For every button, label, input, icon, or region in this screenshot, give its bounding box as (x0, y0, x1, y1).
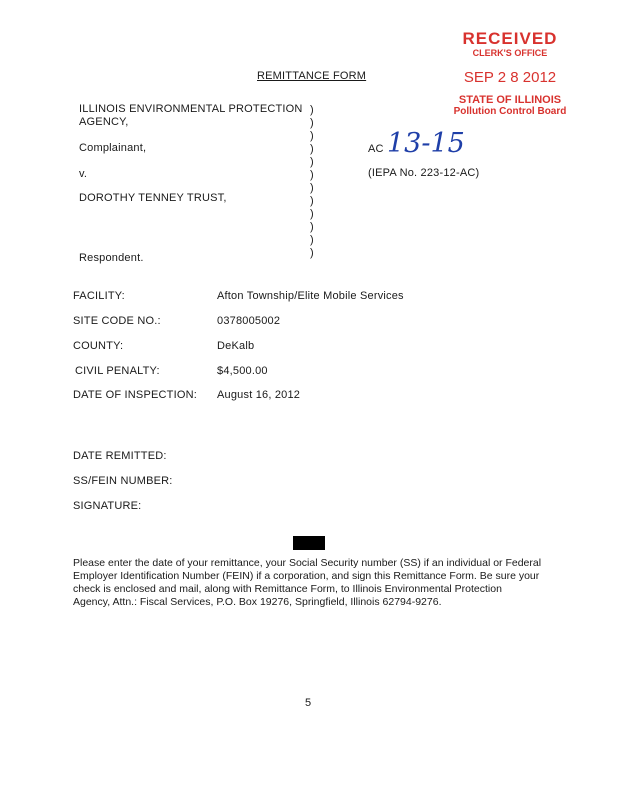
paren: ) (310, 130, 314, 142)
paren: ) (310, 156, 314, 168)
respondent-label: Respondent. (79, 252, 144, 264)
facility-label: FACILITY: (73, 290, 125, 302)
inspection-date-value: August 16, 2012 (217, 389, 301, 401)
stamp-date: SEP 2 8 2012 (463, 69, 557, 86)
complainant-label: Complainant, (79, 142, 147, 154)
paren: ) (310, 234, 314, 246)
paren: ) (310, 195, 314, 207)
paren: ) (310, 117, 314, 129)
instructions-line: Please enter the date of your remittance, your Social Security number (SS) if an individual or Federal (73, 557, 542, 569)
iepa-number: (IEPA No. 223-12-AC) (368, 167, 480, 179)
complainant-name-line2: AGENCY, (79, 116, 129, 128)
instructions-paragraph (73, 557, 561, 609)
county-value: DeKalb (217, 340, 255, 352)
instructions-line: Agency, Attn.: Fiscal Services, P.O. Box 19276, Springfield, Illinois 62794-9276. (73, 596, 442, 608)
county-label: COUNTY: (73, 340, 124, 352)
paren: ) (310, 247, 314, 259)
ac-prefix: AC (368, 143, 384, 155)
ssfein-field: SS/FEIN NUMBER: (73, 475, 173, 487)
date-remitted-field: DATE REMITTED: (73, 450, 167, 462)
received-stamp (440, 30, 580, 117)
form-title: REMITTANCE FORM (257, 70, 367, 82)
versus: v. (79, 168, 88, 180)
instructions-line: Employer Identification Number (FEIN) if a corporation, and sign this Remittance Form. Be sure your (73, 570, 540, 582)
paren: ) (310, 143, 314, 155)
page-number: 5 (305, 697, 312, 709)
paren: ) (310, 104, 314, 116)
stamp-received: RECEIVED (462, 29, 558, 48)
stamp-office: CLERK'S OFFICE (472, 48, 548, 58)
complainant-name-line1: ILLINOIS ENVIRONMENTAL PROTECTION (79, 103, 303, 115)
paren: ) (310, 169, 314, 181)
paren: ) (310, 182, 314, 194)
stamp-board: Pollution Control Board (453, 106, 567, 117)
redaction-box (293, 536, 325, 550)
civil-penalty-value: $4,500.00 (217, 365, 268, 377)
stamp-state: STATE OF ILLINOIS (458, 94, 562, 106)
paren: ) (310, 208, 314, 220)
signature-field: SIGNATURE: (73, 500, 142, 512)
site-code-value: 0378005002 (217, 315, 281, 327)
instructions-line: check is enclosed and mail, along with Remittance Form, to Illinois Environmental Protection (73, 583, 502, 595)
inspection-date-label: DATE OF INSPECTION: (73, 389, 197, 401)
paren: ) (310, 221, 314, 233)
civil-penalty-label: CIVIL PENALTY: (75, 365, 160, 377)
respondent-name: DOROTHY TENNEY TRUST, (79, 192, 227, 204)
ac-handwritten-number: 13-15 (387, 128, 465, 159)
facility-value: Afton Township/Elite Mobile Services (217, 290, 404, 302)
site-code-label: SITE CODE NO.: (73, 315, 161, 327)
